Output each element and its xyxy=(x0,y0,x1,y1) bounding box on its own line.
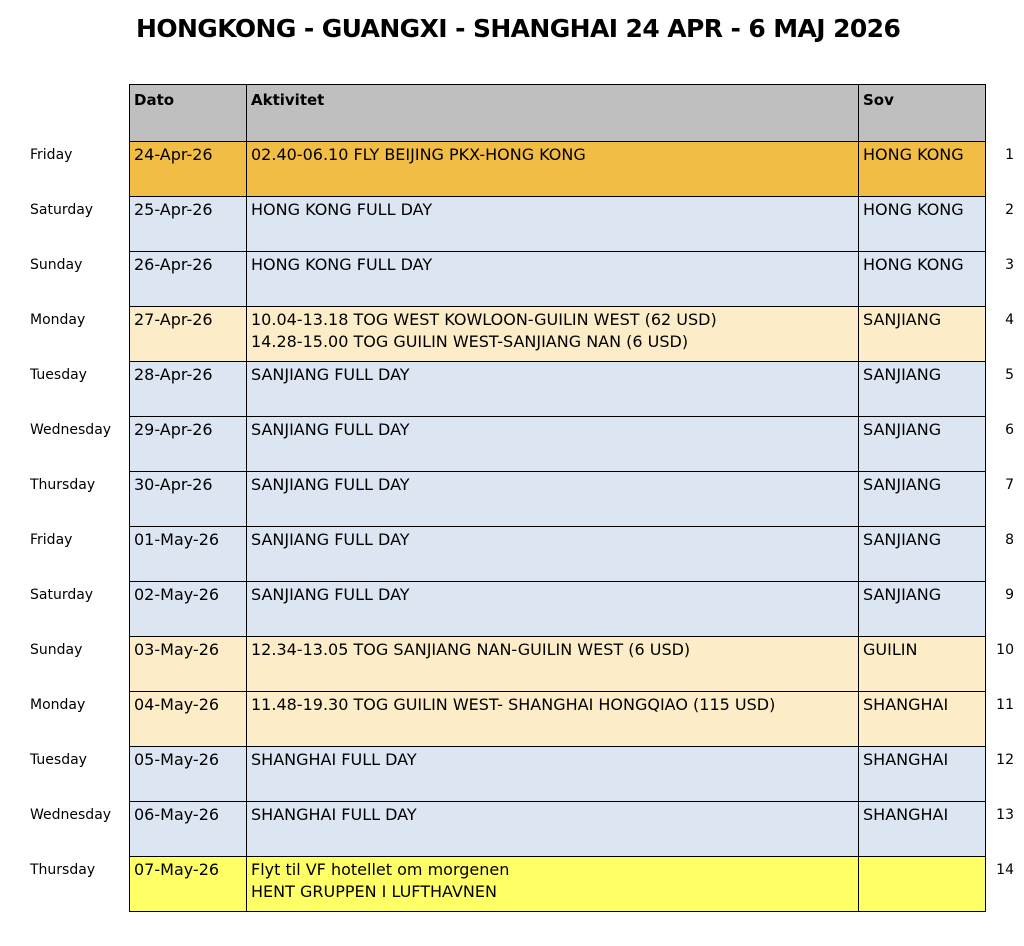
day-number: 1 xyxy=(1005,147,1014,163)
day-number: 3 xyxy=(1005,257,1014,273)
date-cell: 29-Apr-26 xyxy=(130,417,247,471)
activity-line: 10.04-13.18 TOG WEST KOWLOON-GUILIN WEST (62 USD) xyxy=(251,310,717,329)
day-number: 7 xyxy=(1005,477,1014,493)
activity-line: HONG KONG FULL DAY xyxy=(251,200,433,219)
table-row xyxy=(130,197,986,252)
activity-line: SHANGHAI FULL DAY xyxy=(251,750,417,769)
table-row xyxy=(130,417,986,472)
day-number: 4 xyxy=(1005,312,1014,328)
date-cell: 07-May-26 xyxy=(130,857,247,911)
date-cell: 24-Apr-26 xyxy=(130,142,247,196)
sleep-cell: HONG KONG xyxy=(859,252,986,306)
table-row xyxy=(130,747,986,802)
date-cell: 03-May-26 xyxy=(130,637,247,691)
table-row xyxy=(130,802,986,857)
date-cell: 25-Apr-26 xyxy=(130,197,247,251)
day-number: 12 xyxy=(996,752,1014,768)
date-cell: 26-Apr-26 xyxy=(130,252,247,306)
activity-line: Flyt til VF hotellet om morgenen xyxy=(251,860,510,879)
weekday-label: Monday xyxy=(30,312,86,328)
sleep-cell xyxy=(859,857,986,911)
activity-line: SANJIANG FULL DAY xyxy=(251,530,410,549)
sleep-cell: SHANGHAI xyxy=(859,802,986,856)
day-number: 14 xyxy=(996,862,1014,878)
sleep-cell: HONG KONG xyxy=(859,197,986,251)
sleep-cell: SANJIANG xyxy=(859,582,986,636)
sleep-cell: SHANGHAI xyxy=(859,747,986,801)
activity-line: SANJIANG FULL DAY xyxy=(251,420,410,439)
activity-cell xyxy=(247,692,859,746)
sleep-cell: SANJIANG xyxy=(859,527,986,581)
table-row xyxy=(130,252,986,307)
weekday-label: Tuesday xyxy=(30,752,87,768)
activity-cell xyxy=(247,472,859,526)
activity-cell xyxy=(247,747,859,801)
header-activity: Aktivitet xyxy=(247,85,859,141)
sleep-cell: SANJIANG xyxy=(859,417,986,471)
table-row xyxy=(130,362,986,417)
table-row xyxy=(130,527,986,582)
weekday-label: Saturday xyxy=(30,587,94,603)
date-cell: 02-May-26 xyxy=(130,582,247,636)
activity-cell xyxy=(247,582,859,636)
sleep-cell: SANJIANG xyxy=(859,307,986,361)
activity-cell xyxy=(247,417,859,471)
weekday-label: Sunday xyxy=(30,642,83,658)
date-cell: 05-May-26 xyxy=(130,747,247,801)
table-row xyxy=(130,692,986,747)
table-row xyxy=(130,142,986,197)
activity-cell xyxy=(247,857,859,911)
activity-cell xyxy=(247,197,859,251)
day-number: 9 xyxy=(1005,587,1014,603)
activity-line: HONG KONG FULL DAY xyxy=(251,255,433,274)
sleep-cell: SHANGHAI xyxy=(859,692,986,746)
date-cell: 30-Apr-26 xyxy=(130,472,247,526)
activity-cell xyxy=(247,637,859,691)
itinerary-table xyxy=(129,84,986,912)
weekday-label: Thursday xyxy=(30,862,96,878)
weekday-label: Tuesday xyxy=(30,367,87,383)
activity-line: SANJIANG FULL DAY xyxy=(251,585,410,604)
weekday-label: Sunday xyxy=(30,257,83,273)
activity-cell xyxy=(247,802,859,856)
day-number: 2 xyxy=(1005,202,1014,218)
activity-line: 12.34-13.05 TOG SANJIANG NAN-GUILIN WEST (6 USD) xyxy=(251,640,691,659)
activity-cell xyxy=(247,527,859,581)
activity-line: SHANGHAI FULL DAY xyxy=(251,805,417,824)
weekday-label: Friday xyxy=(30,147,73,163)
activity-cell xyxy=(247,362,859,416)
date-cell: 06-May-26 xyxy=(130,802,247,856)
activity-line: 11.48-19.30 TOG GUILIN WEST- SHANGHAI HONGQIAO (115 USD) xyxy=(251,695,776,714)
table-header-row xyxy=(130,85,986,142)
table-row xyxy=(130,307,986,362)
activity-line: SANJIANG FULL DAY xyxy=(251,365,410,384)
date-cell: 28-Apr-26 xyxy=(130,362,247,416)
day-number: 11 xyxy=(996,697,1014,713)
activity-cell xyxy=(247,252,859,306)
sleep-cell: HONG KONG xyxy=(859,142,986,196)
day-number: 10 xyxy=(996,642,1014,658)
table-row xyxy=(130,472,986,527)
weekday-label: Wednesday xyxy=(30,807,112,823)
date-cell: 27-Apr-26 xyxy=(130,307,247,361)
header-sleep: Sov xyxy=(859,85,986,141)
day-number: 13 xyxy=(996,807,1014,823)
page-title: HONGKONG - GUANGXI - SHANGHAI 24 APR - 6 MAJ 2026 xyxy=(136,14,901,43)
activity-cell xyxy=(247,142,859,196)
table-row xyxy=(130,857,986,912)
activity-line: HENT GRUPPEN I LUFTHAVNEN xyxy=(251,882,497,901)
weekday-label: Friday xyxy=(30,532,73,548)
sleep-cell: SANJIANG xyxy=(859,472,986,526)
date-cell: 01-May-26 xyxy=(130,527,247,581)
table-row xyxy=(130,637,986,692)
day-number: 8 xyxy=(1005,532,1014,548)
weekday-label: Wednesday xyxy=(30,422,112,438)
weekday-label: Saturday xyxy=(30,202,94,218)
table-row xyxy=(130,582,986,637)
activity-line: 14.28-15.00 TOG GUILIN WEST-SANJIANG NAN (6 USD) xyxy=(251,332,689,351)
activity-line: 02.40-06.10 FLY BEIJING PKX-HONG KONG xyxy=(251,145,586,164)
activity-cell xyxy=(247,307,859,361)
weekday-label: Monday xyxy=(30,697,86,713)
day-number: 6 xyxy=(1005,422,1014,438)
weekday-label: Thursday xyxy=(30,477,96,493)
sleep-cell: GUILIN xyxy=(859,637,986,691)
date-cell: 04-May-26 xyxy=(130,692,247,746)
header-date: Dato xyxy=(130,85,247,141)
sleep-cell: SANJIANG xyxy=(859,362,986,416)
activity-line: SANJIANG FULL DAY xyxy=(251,475,410,494)
day-number: 5 xyxy=(1005,367,1014,383)
